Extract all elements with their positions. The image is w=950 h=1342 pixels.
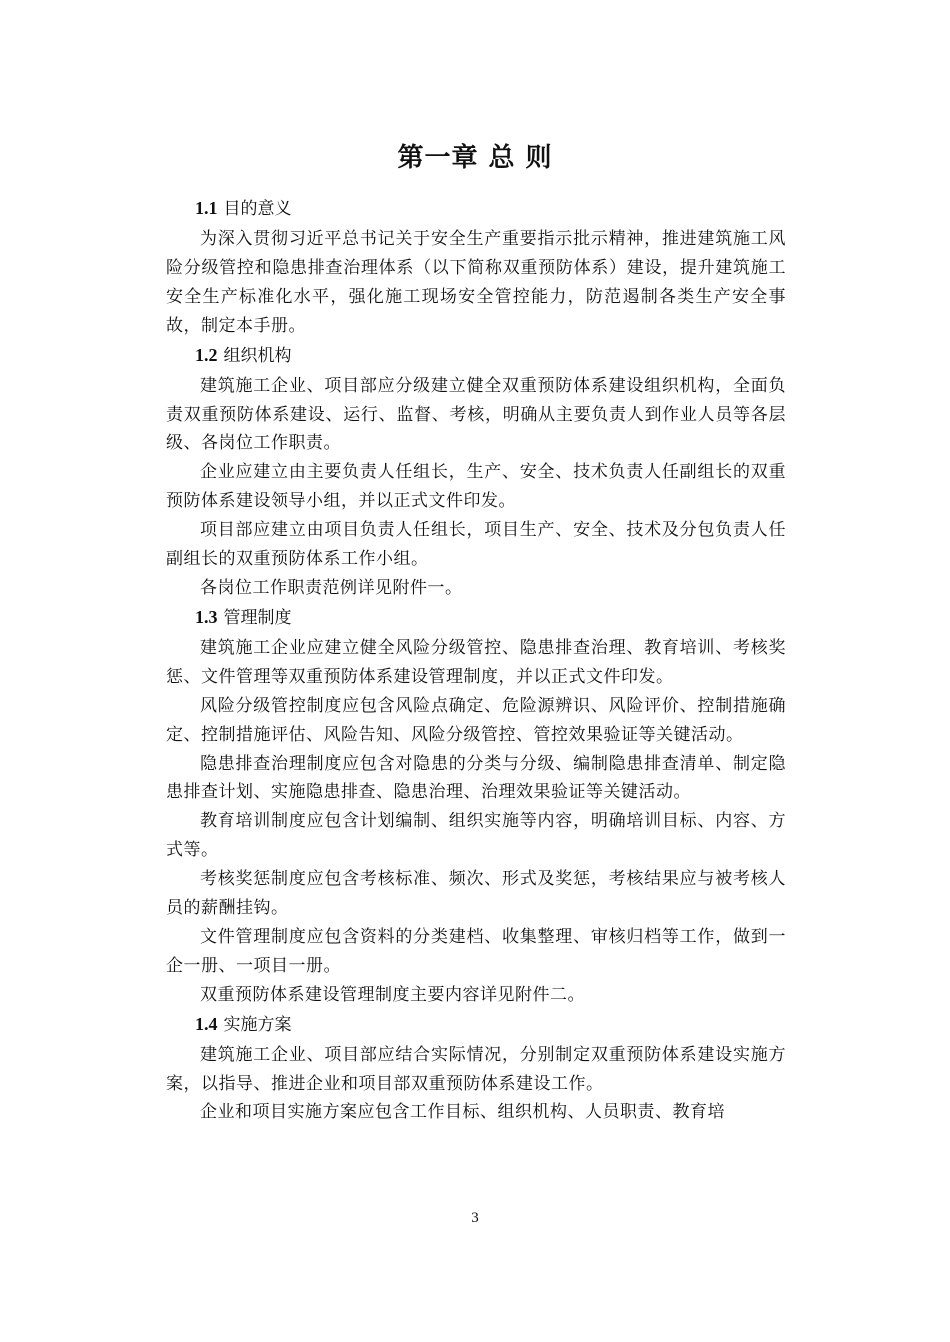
paragraph: 隐患排查治理制度应包含对隐患的分类与分级、编制隐患排查清单、制定隐患排查计划、实施隐患排查、隐患治理、治理效果验证等关键活动。 <box>166 753 786 803</box>
section-1-4 <box>166 1010 786 1128</box>
paragraph: 双重预防体系建设管理制度主要内容详见附件二。 <box>200 984 585 1005</box>
section-title: 组织机构 <box>223 345 292 366</box>
section-heading <box>195 1010 786 1041</box>
section-number: 1.2 <box>195 344 218 365</box>
paragraph: 为深入贯彻习近平总书记关于安全生产重要指示批示精神，推进建筑施工风险分级管控和隐患排查治理体系（以下简称双重预防体系）建设，提升建筑施工安全生产标准化水平，强化施工现场安全管控能力，防范遏制各类生产安全事故，制定本手册。 <box>166 229 786 336</box>
section-heading <box>195 194 786 225</box>
section-number: 1.1 <box>195 198 218 218</box>
paragraph: 教育培训制度应包含计划编制、组织实施等内容，明确培训目标、内容、方式等。 <box>166 811 786 861</box>
section-1-2 <box>166 341 786 603</box>
section-number: 1.3 <box>195 606 218 627</box>
chapter-title: 第一章 总 则 <box>397 143 553 173</box>
paragraph: 企业应建立由主要负责人任组长，生产、安全、技术负责人任副组长的双重预防体系建设领导小组，并以正式文件印发。 <box>166 462 786 512</box>
paragraph: 项目部应建立由项目负责人任组长，项目生产、安全、技术及分包负责人任副组长的双重预防体系工作小组。 <box>166 520 786 570</box>
paragraph: 考核奖惩制度应包含考核标准、频次、形式及奖惩，考核结果应与被考核人员的薪酬挂钩。 <box>166 869 786 919</box>
section-number: 1.4 <box>195 1013 218 1034</box>
section-title: 实施方案 <box>223 1014 292 1035</box>
section-title: 目的意义 <box>223 199 292 219</box>
paragraph: 风险分级管控制度应包含风险点确定、危险源辨识、风险评价、控制措施确定、控制措施评估、风险告知、风险分级管控、管控效果验证等关键活动。 <box>166 695 786 745</box>
page-number: 3 <box>471 1210 479 1226</box>
paragraph: 企业和项目实施方案应包含工作目标、组织机构、人员职责、教育培 <box>200 1102 725 1123</box>
section-heading <box>195 603 786 634</box>
section-heading <box>195 341 786 372</box>
section-1-3 <box>166 603 786 1010</box>
paragraph: 文件管理制度应包含资料的分类建档、收集整理、审核归档等工作，做到一企一册、一项目一册。 <box>166 926 786 976</box>
paragraph: 建筑施工企业、项目部应分级建立健全双重预防体系建设组织机构，全面负责双重预防体系建设、运行、监督、考核，明确从主要负责人到作业人员等各层级、各岗位工作职责。 <box>166 375 786 454</box>
paragraph: 建筑施工企业、项目部应结合实际情况，分别制定双重预防体系建设实施方案，以指导、推进企业和项目部双重预防体系建设工作。 <box>166 1044 786 1094</box>
section-1-1 <box>166 194 786 341</box>
section-title: 管理制度 <box>223 607 292 628</box>
paragraph: 各岗位工作职责范例详见附件一。 <box>200 577 463 598</box>
document-body <box>166 194 786 1127</box>
paragraph: 建筑施工企业应建立健全风险分级管控、隐患排查治理、教育培训、考核奖惩、文件管理等双重预防体系建设管理制度，并以正式文件印发。 <box>166 637 786 687</box>
